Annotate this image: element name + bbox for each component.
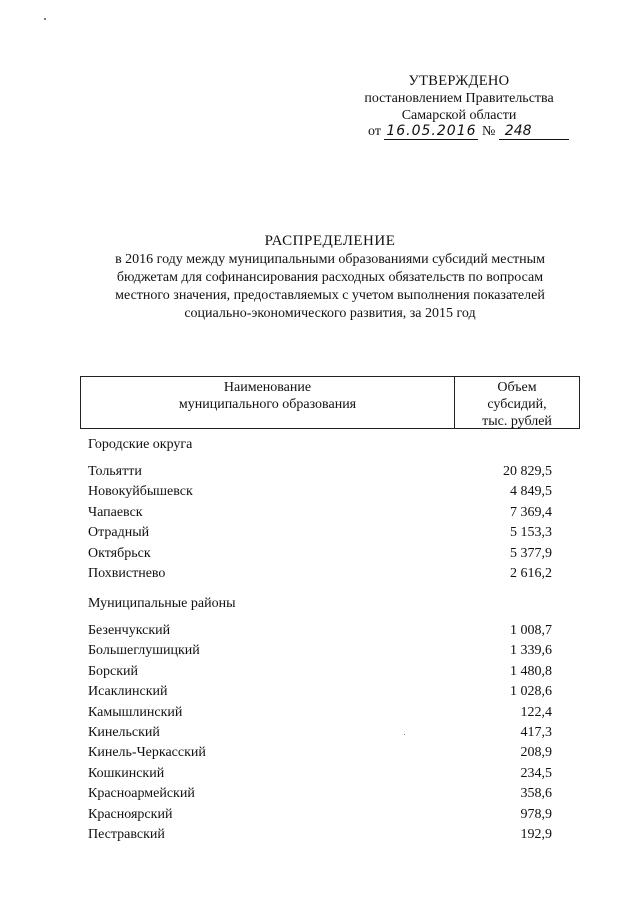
table-header <box>80 376 580 429</box>
header-value-line-1: Объем <box>497 380 537 395</box>
subsidy-value: 7 369,4 <box>510 504 552 520</box>
subsidy-value: 2 616,2 <box>510 566 552 581</box>
subsidy-value: 978,9 <box>520 806 552 822</box>
subsidy-value: 4 849,5 <box>510 484 552 500</box>
municipality-name: Пестравский <box>88 827 165 842</box>
table-row <box>88 484 552 504</box>
municipality-name: Красноярский <box>88 806 173 822</box>
municipality-name: Безенчукский <box>88 623 171 638</box>
table-row <box>88 827 552 847</box>
section-title: Муниципальные районы <box>88 596 236 611</box>
subsidy-value: 5 153,3 <box>510 525 552 541</box>
number-prefix: № <box>481 124 496 139</box>
municipality-name: Отрадный <box>88 525 150 541</box>
table-row <box>88 705 552 725</box>
approval-line-1: постановлением Правительства <box>364 91 554 106</box>
approval-title: УТВЕРЖДЕНО <box>408 73 510 89</box>
table-row <box>88 623 552 643</box>
subsidy-value: 1 008,7 <box>510 623 552 638</box>
municipality-name: Похвистнево <box>88 566 166 581</box>
table-row <box>88 566 552 586</box>
subsidy-value: 1 028,6 <box>510 684 552 700</box>
subsidy-value: 20 829,5 <box>503 464 552 479</box>
table-row <box>88 643 552 663</box>
subsidy-value: 208,9 <box>520 745 552 761</box>
header-name-column <box>81 377 455 428</box>
approval-line-2: Самарской области <box>401 108 517 123</box>
document-title: РАСПРЕДЕЛЕНИЕ <box>264 233 396 249</box>
municipality-name: Кинельский <box>88 725 160 740</box>
table-row <box>88 505 552 525</box>
subsidy-value: 1 480,8 <box>510 663 552 679</box>
scan-speck <box>404 734 405 735</box>
table-row <box>88 786 552 806</box>
document-subtitle-line-4: социально-экономического развития, за 2015 год <box>184 306 476 321</box>
approval-date-line <box>368 124 569 140</box>
header-name-line-2: муниципального образования <box>178 397 357 412</box>
header-name-line-1: Наименование <box>223 380 312 395</box>
subsidy-value: 192,9 <box>520 827 552 842</box>
subsidy-value: 234,5 <box>520 765 552 781</box>
table-row <box>88 745 552 765</box>
subsidy-value: 417,3 <box>520 725 552 740</box>
section-title: Городские округа <box>88 437 193 452</box>
municipality-name: Октябрьск <box>88 545 151 561</box>
table-row <box>88 684 552 704</box>
document-subtitle-line-3: местного значения, предоставляемых с учетом выполнения показателей <box>115 288 545 303</box>
header-value-line-2: субсидий, <box>487 397 547 412</box>
document-subtitle-line-2: бюджетам для софинансирования расходных обязательств по вопросам <box>116 270 544 285</box>
municipality-name: Большеглушицкий <box>88 643 200 659</box>
table-row <box>88 546 552 566</box>
municipality-name: Красноармейский <box>88 786 195 802</box>
municipality-name: Кинель-Черкасский <box>88 745 206 761</box>
municipality-name: Кошкинский <box>88 765 165 781</box>
table-row <box>88 464 552 484</box>
municipality-name: Тольятти <box>88 464 142 479</box>
subsidy-value: 1 339,6 <box>510 643 552 659</box>
subsidy-value: 5 377,9 <box>510 545 552 561</box>
approval-stamp <box>354 73 564 124</box>
table-row <box>88 664 552 684</box>
table-row <box>88 725 552 745</box>
municipality-name: Чапаевск <box>88 504 143 520</box>
document-subtitle-line-1: в 2016 году между муниципальными образованиями субсидий местным <box>115 252 545 267</box>
table-row <box>88 766 552 786</box>
handwritten-number: 248 <box>499 124 569 140</box>
scan-speck <box>44 18 46 20</box>
municipality-name: Новокуйбышевск <box>88 484 193 500</box>
date-prefix: от <box>368 124 381 139</box>
subsidy-value: 358,6 <box>520 786 552 802</box>
table-row <box>88 807 552 827</box>
document-title-block <box>70 232 590 323</box>
municipality-name: Камышлинский <box>88 704 183 720</box>
table-row <box>88 525 552 545</box>
municipality-name: Борский <box>88 663 139 679</box>
subsidy-value: 122,4 <box>520 704 552 720</box>
municipality-name: Исаклинский <box>88 684 168 700</box>
header-value-column <box>455 377 579 428</box>
header-value-line-3: тыс. рублей <box>482 414 552 429</box>
handwritten-date: 16.05.2016 <box>386 123 477 139</box>
